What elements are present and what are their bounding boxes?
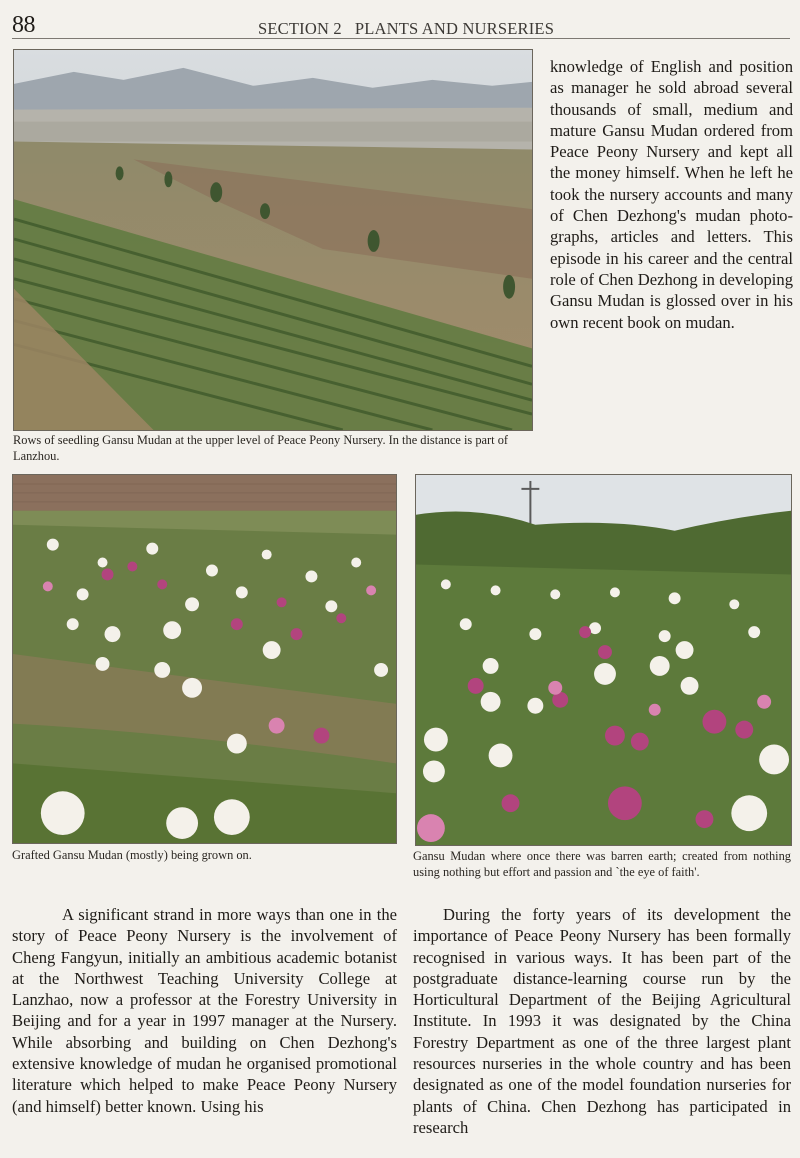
running-header: SECTION 2 PLANTS AND NURSERIES: [258, 19, 555, 38]
caption-hillside-seedling-rows: Rows of seedling Gansu Mudan at the upper level of Peace Peony Nursery. In the distance is part of Lanzhou.: [13, 433, 509, 463]
body-text-bottom-left: A significant strand in more ways than one in the story of Peace Peony Nursery is the involvement of Cheng Fangyun, initially an ambitious academic botanist at the Northwest Teaching University College at Lanzhao, now a professor at the Forestry University in Beijing and for a year in 1997 manager at the Nursery. While absorbing and building on Chen Dezhong's extensive knowledge of mudan he organised promotional literature which helped to make Peace Peony Nursery (and himself) better known. Using his: [12, 905, 397, 1116]
photo-flowering-peony-field: [415, 474, 792, 846]
photo-grafted-peony-field: [12, 474, 397, 844]
caption-flowering-peony-field: Gansu Mudan where once there was barren earth; created from nothing using nothing but effort and passion and `the eye of faith'.: [413, 849, 791, 879]
caption-grafted-peony-field: Grafted Gansu Mudan (mostly) being grown on.: [12, 848, 252, 862]
header-rule: [12, 38, 790, 39]
body-text-top-right: knowledge of English and position as manager he sold abroad several thousands of small, medium and mature Gansu Mudan ordered from Peace Peony Nursery and kept all the money himself. When he left he took the nursery accounts and many of Chen Dezhong's mudan photographs, articles and letters. This episode in his career and the central role of Chen Dezhong in developing Gansu Mudan is glossed over in his own recent book on mudan.: [550, 57, 793, 332]
body-text-bottom-right: During the forty years of its development the importance of Peace Peony Nursery has been formally recognised in various ways. It has been part of the postgraduate distance-learning course run by the Horticultural Department of the Beijing Agricultural Institute. In 1993 it was designated by the China Forestry Department as one of the three largest plant resources nurseries in the whole country and has been designated as one of the model foundation nurseries for plants of China. Chen Dezhong has participated in research: [413, 905, 791, 1137]
page-number: 88: [12, 12, 35, 38]
photo-hillside-seedling-rows: [13, 49, 533, 431]
